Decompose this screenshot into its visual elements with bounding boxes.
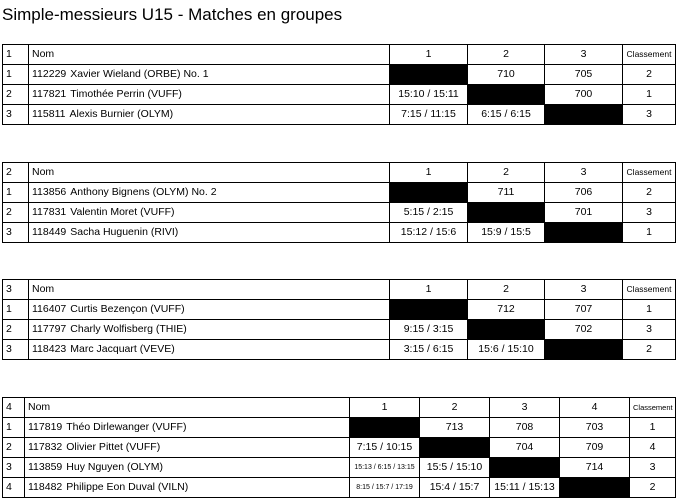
self-match-cell [468, 203, 545, 223]
match-cell: 15:6 / 15:10 [468, 340, 545, 360]
rank-header: Classement [623, 163, 676, 183]
self-match-cell [350, 418, 420, 438]
player-cell [29, 340, 390, 360]
player-cell [29, 65, 390, 85]
name-header: Nom [29, 163, 390, 183]
rank-cell: 2 [623, 183, 676, 203]
player-cell [25, 478, 350, 498]
group-table-2 [2, 162, 676, 243]
rank-cell: 2 [623, 65, 676, 85]
rank-cell: 1 [623, 300, 676, 320]
col-header: 2 [420, 398, 490, 418]
player-cell [29, 300, 390, 320]
rank-header: Classement [623, 45, 676, 65]
player-row [3, 320, 676, 340]
match-cell: 706 [545, 183, 623, 203]
player-name: Anthony Bignens (OLYM) No. 2 [70, 186, 217, 198]
rank-cell: 2 [630, 478, 676, 498]
self-match-cell [545, 105, 623, 125]
match-cell: 701 [545, 203, 623, 223]
rank-cell: 1 [630, 418, 676, 438]
player-cell [29, 183, 390, 203]
self-match-cell [560, 478, 630, 498]
rank-cell: 1 [623, 223, 676, 243]
match-cell: 712 [468, 300, 545, 320]
group-header-row [3, 398, 676, 418]
self-match-cell [390, 300, 468, 320]
match-cell: 15:12 / 15:6 [390, 223, 468, 243]
col-header: 1 [350, 398, 420, 418]
player-row [3, 85, 676, 105]
match-cell: 6:15 / 6:15 [468, 105, 545, 125]
player-name: Olivier Pittet (VUFF) [66, 441, 161, 453]
player-id: 118449 [32, 226, 67, 238]
player-id: 117831 [32, 206, 67, 218]
row-position: 1 [3, 183, 29, 203]
player-id: 117832 [28, 441, 63, 453]
rank-cell: 3 [623, 203, 676, 223]
self-match-cell [468, 85, 545, 105]
match-cell: 710 [468, 65, 545, 85]
player-name: Huy Nguyen (OLYM) [66, 461, 163, 473]
rank-cell: 4 [630, 438, 676, 458]
player-row [3, 340, 676, 360]
player-id: 117819 [28, 421, 63, 433]
page-title: Simple-messieurs U15 - Matches en groupes [2, 5, 343, 24]
match-cell: 15:4 / 15:7 [420, 478, 490, 498]
col-header: 1 [390, 45, 468, 65]
match-cell: 15:5 / 15:10 [420, 458, 490, 478]
match-cell: 7:15 / 11:15 [390, 105, 468, 125]
match-cell: 8:15 / 15:7 / 17:19 [350, 478, 420, 498]
match-cell: 714 [560, 458, 630, 478]
match-cell: 708 [490, 418, 560, 438]
match-cell: 15:13 / 6:15 / 13:15 [350, 458, 420, 478]
player-id: 117821 [32, 88, 67, 100]
col-header: 2 [468, 163, 545, 183]
col-header: 3 [545, 280, 623, 300]
row-position: 3 [3, 458, 25, 478]
player-name: Sacha Huguenin (RIVI) [70, 226, 179, 238]
name-header: Nom [25, 398, 350, 418]
player-cell [25, 418, 350, 438]
player-name: Valentin Moret (VUFF) [70, 206, 175, 218]
match-cell: 15:9 / 15:5 [468, 223, 545, 243]
self-match-cell [545, 340, 623, 360]
match-cell: 702 [545, 320, 623, 340]
player-cell [29, 105, 390, 125]
row-position: 3 [3, 105, 29, 125]
col-header: 3 [545, 45, 623, 65]
player-row [3, 65, 676, 85]
col-header: 2 [468, 45, 545, 65]
player-name: Charly Wolfisberg (THIE) [70, 323, 187, 335]
group-number: 4 [3, 398, 25, 418]
rank-cell: 2 [623, 340, 676, 360]
rank-header: Classement [630, 398, 676, 418]
row-position: 2 [3, 320, 29, 340]
col-header: 2 [468, 280, 545, 300]
row-position: 3 [3, 340, 29, 360]
group-table-3 [2, 279, 676, 360]
rank-cell: 1 [623, 85, 676, 105]
col-header: 4 [560, 398, 630, 418]
rank-cell: 3 [623, 105, 676, 125]
player-row [3, 203, 676, 223]
match-cell: 700 [545, 85, 623, 105]
name-header: Nom [29, 45, 390, 65]
player-row [3, 300, 676, 320]
group-header-row [3, 280, 676, 300]
player-name: Théo Dirlewanger (VUFF) [66, 421, 187, 433]
group-number: 2 [3, 163, 29, 183]
match-cell: 703 [560, 418, 630, 438]
row-position: 3 [3, 223, 29, 243]
player-row [3, 223, 676, 243]
group-header-row [3, 45, 676, 65]
row-position: 4 [3, 478, 25, 498]
player-id: 115811 [32, 108, 66, 120]
match-cell: 709 [560, 438, 630, 458]
group-header-row [3, 163, 676, 183]
self-match-cell [490, 458, 560, 478]
player-cell [29, 320, 390, 340]
row-position: 2 [3, 438, 25, 458]
match-cell: 3:15 / 6:15 [390, 340, 468, 360]
rank-cell: 3 [623, 320, 676, 340]
self-match-cell [390, 65, 468, 85]
col-header: 1 [390, 163, 468, 183]
rank-header: Classement [623, 280, 676, 300]
player-row [3, 105, 676, 125]
self-match-cell [468, 320, 545, 340]
player-cell [29, 223, 390, 243]
player-id: 118482 [28, 481, 63, 493]
match-cell: 705 [545, 65, 623, 85]
group-number: 1 [3, 45, 29, 65]
player-id: 113856 [32, 186, 67, 198]
player-row [3, 418, 676, 438]
player-cell [25, 438, 350, 458]
group-number: 3 [3, 280, 29, 300]
player-row [3, 458, 676, 478]
player-name: Curtis Bezençon (VUFF) [70, 303, 185, 315]
player-name: Xavier Wieland (ORBE) No. 1 [70, 68, 209, 80]
player-row [3, 478, 676, 498]
player-id: 113859 [28, 461, 63, 473]
row-position: 1 [3, 300, 29, 320]
col-header: 3 [490, 398, 560, 418]
row-position: 2 [3, 85, 29, 105]
row-position: 1 [3, 418, 25, 438]
player-name: Philippe Eon Duval (VILN) [66, 481, 189, 493]
player-row [3, 438, 676, 458]
match-cell: 704 [490, 438, 560, 458]
player-cell [29, 85, 390, 105]
match-cell: 7:15 / 10:15 [350, 438, 420, 458]
self-match-cell [545, 223, 623, 243]
player-name: Timothée Perrin (VUFF) [70, 88, 182, 100]
player-row [3, 183, 676, 203]
col-header: 3 [545, 163, 623, 183]
player-id: 118423 [32, 343, 67, 355]
player-cell [25, 458, 350, 478]
player-id: 116407 [32, 303, 67, 315]
player-cell [29, 203, 390, 223]
match-cell: 707 [545, 300, 623, 320]
row-position: 2 [3, 203, 29, 223]
match-cell: 15:11 / 15:13 [490, 478, 560, 498]
player-id: 117797 [32, 323, 67, 335]
player-name: Marc Jacquart (VEVE) [70, 343, 175, 355]
match-cell: 713 [420, 418, 490, 438]
rank-cell: 3 [630, 458, 676, 478]
self-match-cell [420, 438, 490, 458]
match-cell: 711 [468, 183, 545, 203]
self-match-cell [390, 183, 468, 203]
match-cell: 5:15 / 2:15 [390, 203, 468, 223]
group-table-1 [2, 44, 676, 125]
match-cell: 15:10 / 15:11 [390, 85, 468, 105]
group-table-4 [2, 397, 676, 498]
player-id: 112229 [32, 68, 67, 80]
col-header: 1 [390, 280, 468, 300]
name-header: Nom [29, 280, 390, 300]
match-cell: 9:15 / 3:15 [390, 320, 468, 340]
row-position: 1 [3, 65, 29, 85]
player-name: Alexis Burnier (OLYM) [69, 108, 174, 120]
